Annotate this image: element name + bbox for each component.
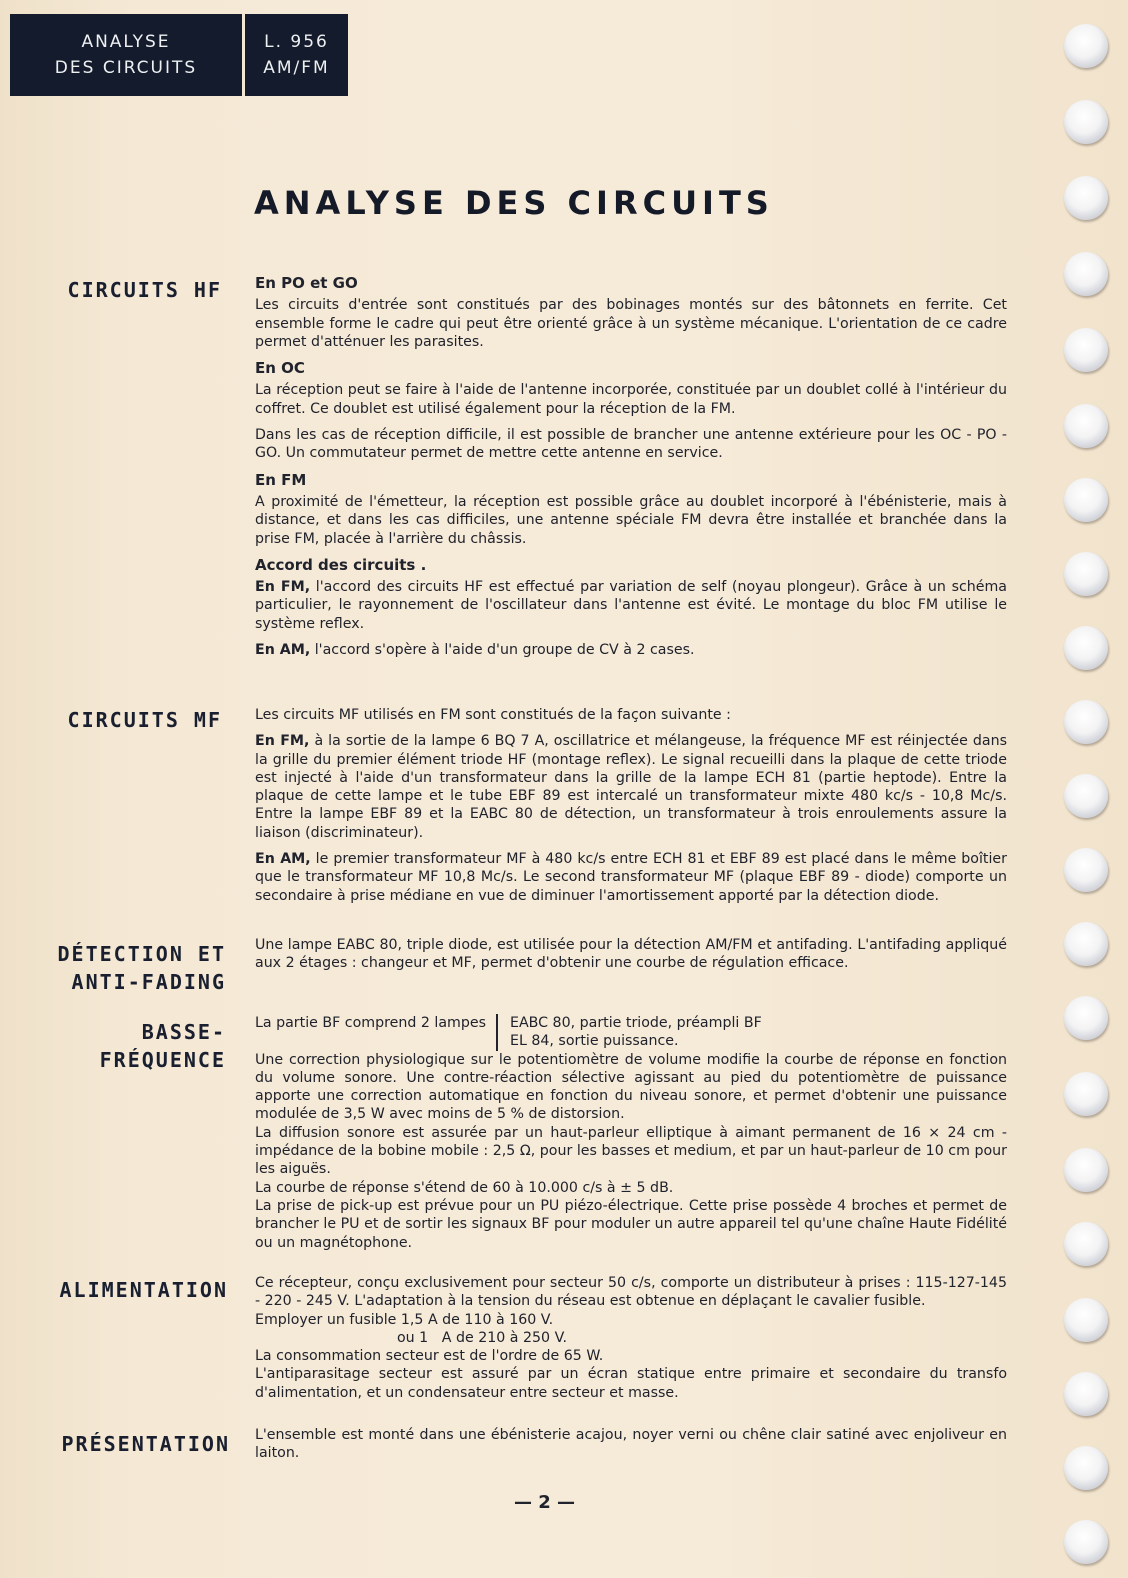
header-right-line2: AM/FM — [263, 58, 330, 78]
section-label-circuits-hf: CIRCUITS HF — [67, 278, 222, 302]
section-circuits-mf — [255, 706, 1007, 905]
accord-am-text: l'accord s'opère à l'aide d'un groupe de CV à 2 cases. — [310, 642, 695, 659]
section-basse-frequence — [255, 1014, 1007, 1252]
lead-en-am: En AM, — [255, 851, 311, 868]
binding-hole — [1064, 700, 1108, 744]
lead-en-am: En AM, — [255, 642, 311, 659]
paragraph-alim-fusible-2: ou 1 A de 210 à 250 V. — [397, 1329, 567, 1346]
header-block — [10, 14, 348, 96]
binding-holes — [1064, 22, 1124, 1572]
paragraph-presentation: L'ensemble est monté dans une ébénisterie acajou, noyer verni ou chêne clair satiné avec enjoliveur en laiton. — [255, 1427, 1007, 1462]
header-right-line1: L. 956 — [264, 32, 329, 52]
binding-hole — [1064, 100, 1108, 144]
paragraph-bf-diffusion: La diffusion sonore est assurée par un haut-parleur elliptique à aimant permanent de 16 × 24 cm - impédance de la bobine mobile : 2,5 Ω, pour les basses et medium, et par un haut-parleur de 10 cm pour les aiguës. — [255, 1124, 1007, 1178]
binding-hole — [1064, 848, 1108, 892]
lead-en-fm: En FM, — [255, 733, 310, 750]
binding-hole — [1064, 1446, 1108, 1490]
label-line: BASSE- — [141, 1020, 226, 1044]
section-circuits-hf — [255, 274, 1007, 659]
binding-hole — [1064, 478, 1108, 522]
bf-table-bracket — [496, 1014, 498, 1051]
paragraph-oc-1: La réception peut se faire à l'aide de l'antenne incorporée, constituée par un doublet collé à l'intérieur du coffret. Ce doublet est utilisé également pour la réception de la FM. — [255, 382, 1007, 417]
subheading-fm: En FM — [255, 470, 307, 489]
binding-hole — [1064, 1372, 1108, 1416]
section-detection — [255, 936, 1007, 973]
label-line: ANTI-FADING — [71, 970, 226, 994]
paragraph-oc-2: Dans les cas de réception difficile, il est possible de brancher une antenne extérieure pour les OC - PO - GO. Un commutateur permet de mettre cette antenne en service. — [255, 427, 1007, 462]
binding-hole — [1064, 552, 1108, 596]
bf-table-left: La partie BF comprend 2 lampes — [255, 1015, 486, 1031]
bf-table-right — [510, 1014, 762, 1051]
paragraph-detection: Une lampe EABC 80, triple diode, est utilisée pour la détection AM/FM et antifading. L'antifading appliqué aux 2 étages : changeur et MF, permet d'obtenir une courbe de régulation efficace. — [255, 937, 1007, 972]
paragraph-alim-antiparasitage: L'antiparasitage secteur est assuré par un écran statique entre primaire et secondaire du transfo d'alimentation, et un condensateur entre secteur et masse. — [255, 1366, 1007, 1401]
header-left-line2: DES CIRCUITS — [54, 58, 198, 78]
section-label-alimentation: ALIMENTATION — [59, 1278, 228, 1302]
paragraph-bf-correction: Une correction physiologique sur le potentiomètre de volume modifie la courbe de réponse en fonction du volume sonore. Une contre-réaction sélective agissant au pied du potentiomètre de puissance apporte une correction automatique en fonction du niveau sonore, et permet d'obtenir une puissance modulée de 3,5 W avec moins de 5 % de distorsion. — [255, 1051, 1007, 1123]
mf-am-text: le premier transformateur MF à 480 kc/s entre ECH 81 et EBF 89 est placé dans le même boîtier que le transformateur MF 10,8 Mc/s. Le second transformateur MF (plaque EBF 89 - diode) comporte un secondaire à prise médiane en vue de diminuer l'amortissement apporté par la détection diode. — [255, 851, 1007, 904]
binding-hole — [1064, 1222, 1108, 1266]
binding-hole — [1064, 176, 1108, 220]
section-alimentation — [255, 1274, 1007, 1402]
accord-fm-text: l'accord des circuits HF est effectué par variation de self (noyau plongeur). Grâce à un schéma particulier, le rayonnement de l'oscillateur dans l'antenne est évité. Le montage du bloc FM utilise le système reflex. — [255, 579, 1007, 632]
paragraph-accord-fm — [255, 578, 1007, 633]
section-label-detection — [40, 940, 226, 996]
paragraph-mf-fm — [255, 732, 1007, 842]
paragraph-po-go: Les circuits d'entrée sont constitués par des bobinages montés sur des bâtonnets en ferrite. Cet ensemble forme le cadre qui peut être orienté grâce à un système mécanique. L'orientation de ce cadre permet d'atténuer les parasites. — [255, 297, 1007, 350]
header-model-label — [245, 14, 348, 96]
paragraph-mf-am — [255, 850, 1007, 905]
binding-hole — [1064, 404, 1108, 448]
subheading-po-go: En PO et GO — [255, 274, 358, 292]
bf-table-row: EABC 80, partie triode, préampli BF — [509, 1015, 762, 1031]
binding-hole — [1064, 1298, 1108, 1342]
label-line: DÉTECTION ET — [57, 942, 226, 966]
paragraph-alim-fusible: Employer un fusible 1,5 A de 110 à 160 V. — [255, 1311, 554, 1328]
binding-hole — [1064, 1520, 1108, 1564]
binding-hole — [1064, 626, 1108, 670]
subheading-oc: En OC — [255, 359, 305, 378]
section-label-basse-frequence — [40, 1018, 226, 1074]
binding-hole — [1064, 996, 1108, 1040]
mf-fm-text: à la sortie de la lampe 6 BQ 7 A, oscillatrice et mélangeuse, la fréquence MF est réinjectée dans la grille du premier élément triode HF (montage reflex). Le signal recueilli dans la plaque de cette triode est injecté à l'aide d'un transformateur dans la grille de la lampe ECH 81 (partie heptode). Entre la plaque de cette lampe et le tube EBF 89 est intercalé un transformateur mixte 480 kc/s - 10,8 Mc/s. Entre la lampe EBF 89 et la EABC 80 de détection, un transformateur à trois enroulements assure la liaison (discriminateur). — [255, 733, 1007, 841]
binding-hole — [1064, 774, 1108, 818]
binding-hole — [1064, 24, 1108, 68]
paragraph-bf-pickup: La prise de pick-up est prévue pour un PU piézo-électrique. Cette prise possède 4 broches et permet de brancher le PU et de sortir les signaux BF pour moduler un autre appareil tel qu'une chaîne Haute Fidélité ou un magnétophone. — [255, 1197, 1007, 1251]
paragraph-accord-am — [255, 641, 1007, 659]
paragraph-alim-consommation: La consommation secteur est de l'ordre de 65 W. — [255, 1348, 604, 1365]
section-label-presentation: PRÉSENTATION — [61, 1432, 230, 1456]
header-left-line1: ANALYSE — [81, 32, 171, 52]
paragraph-fm: A proximité de l'émetteur, la réception est possible grâce au doublet incorporé à l'ébénisterie, mais à distance, et dans les cas difficiles, une antenne spéciale FM devra être installée et branchée dans la prise FM, placée à l'arrière du châssis. — [255, 493, 1007, 547]
paragraph-bf-courbe: La courbe de réponse s'étend de 60 à 10.000 c/s à ± 5 dB. — [255, 1179, 674, 1196]
binding-hole — [1064, 1148, 1108, 1192]
lead-en-fm: En FM, — [255, 579, 311, 596]
binding-hole — [1064, 328, 1108, 372]
binding-hole — [1064, 252, 1108, 296]
binding-hole — [1064, 922, 1108, 966]
section-label-circuits-mf: CIRCUITS MF — [67, 708, 222, 732]
bf-lamp-table — [255, 1014, 1007, 1051]
binding-hole — [1064, 1072, 1108, 1116]
page-number: — 2 — — [514, 1492, 576, 1513]
page-title: ANALYSE DES CIRCUITS — [254, 184, 774, 222]
label-line: FRÉQUENCE — [99, 1048, 226, 1072]
bf-table-row: EL 84, sortie puissance. — [509, 1033, 679, 1050]
paragraph-alim-1: Ce récepteur, conçu exclusivement pour secteur 50 c/s, comporte un distributeur à prises : 115-127-145 - 220 - 245 V. L'adaptation à la tension du réseau est obtenue en déplaçant le cavalier fusible. — [255, 1275, 1007, 1310]
paragraph-mf-intro: Les circuits MF utilisés en FM sont constitués de la façon suivante : — [255, 707, 731, 723]
section-presentation — [255, 1426, 1007, 1463]
header-section-label — [10, 14, 242, 96]
subheading-accord: Accord des circuits . — [255, 555, 427, 574]
